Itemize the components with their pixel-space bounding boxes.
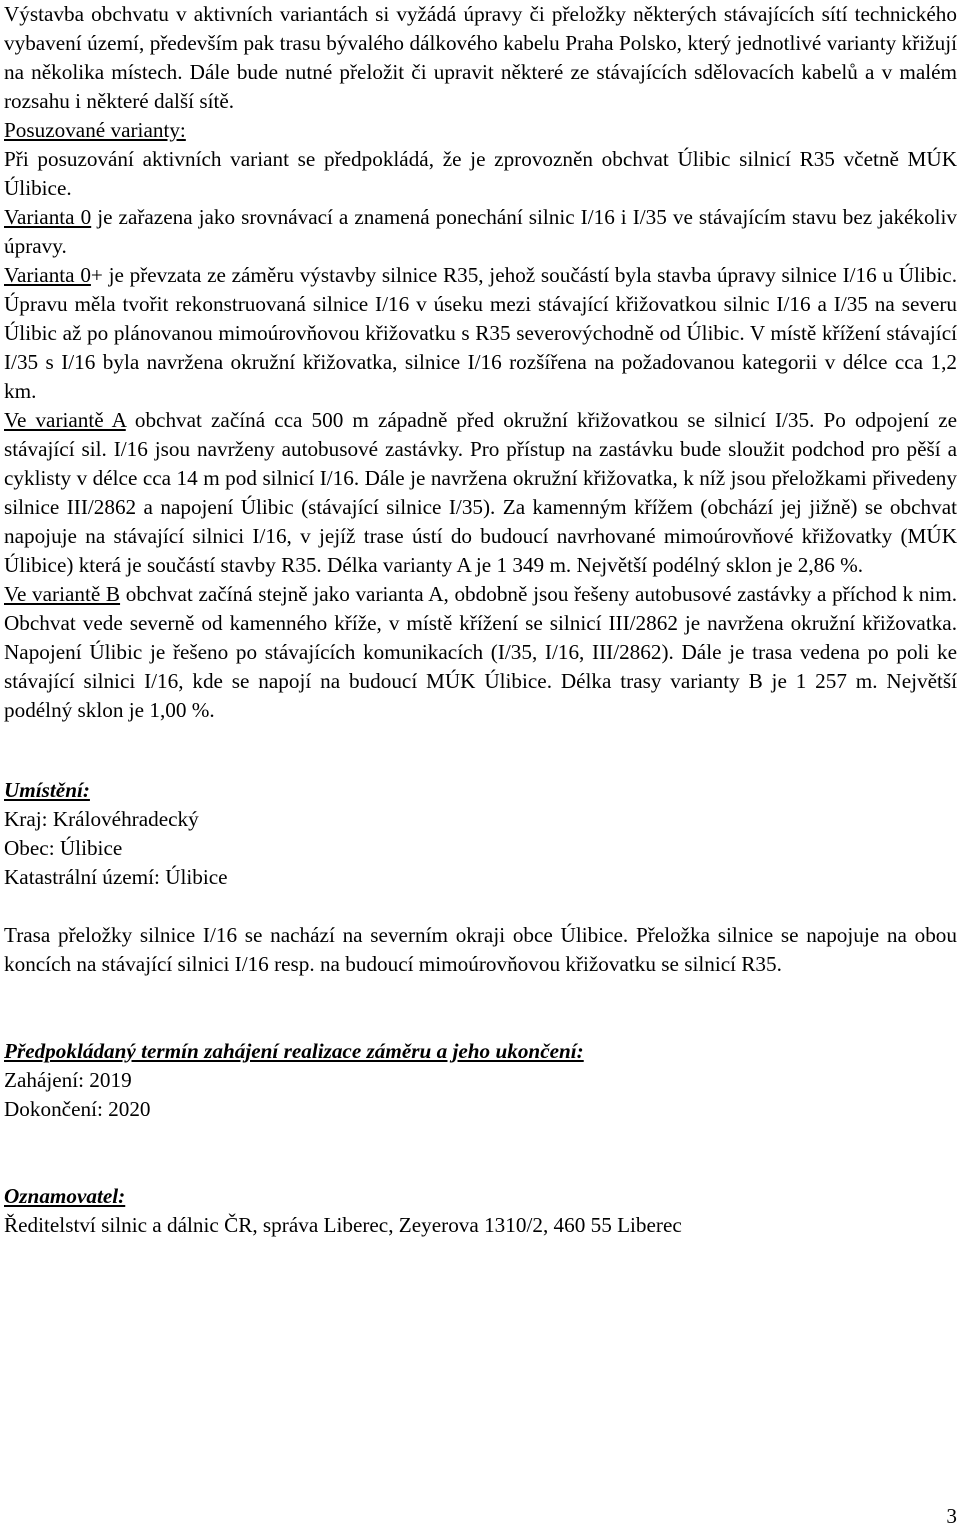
notifier-heading-text: Oznamovatel: [4,1184,126,1208]
notifier-text: Ředitelství silnic a dálnic ČR, správa Liberec, Zeyerova 1310/2, 460 55 Liberec [4,1213,682,1237]
location-heading [4,776,957,805]
location-heading-text: Umístění: [4,778,90,802]
variant-a-label: Ve variantě A [4,408,126,432]
variant-0-text: je zařazena jako srovnávací a znamená ponechání silnic I/16 i I/35 ve stávajícím stavu bez jakékoliv úpravy. [4,205,957,258]
schedule-heading [4,1037,957,1066]
spacer [4,892,957,921]
notifier-heading [4,1182,957,1211]
variant-0plus-paragraph [4,261,957,406]
location-route-paragraph: Trasa přeložky silnice I/16 se nachází na severním okraji obce Úlibice. Přeložka silnice se napojuje na obou koncích na stávající silnici I/16 resp. na budoucí mimoúrovňovou křižovatku se silnicí R35. [4,923,957,976]
variant-0-paragraph [4,203,957,261]
variant-0-label: Varianta 0 [4,205,92,229]
spacer [4,979,957,1037]
schedule-start: Zahájení: 2019 [4,1068,132,1092]
variant-b-label: Ve variantě B [4,582,121,606]
location-kraj: Kraj: Královéhradecký [4,807,199,831]
page-number: 3 [946,1504,957,1528]
variant-0plus-text: + je převzata ze záměru výstavby silnice R35, jehož součástí byla stavba úpravy silnice I/16 u Úlibic. Úpravu měla tvořit rekonstruovaná silnice I/16 v úseku mezi stávající křižovatkou silnic I/16 a I/35 na severu Úlibic až po plánovanou mimoúrovňovou křižovatku s R35 severovýchodně od Úlibic. V místě křížení stávající I/35 s I/16 byla navržena okružní křižovatka, silnice I/16 rozšířena na požadovanou kategorii v délce cca 1,2 km. [4,263,957,403]
variant-b-text: obchvat začíná stejně jako varianta A, obdobně jsou řešeny autobusové zastávky a příchod k nim. Obchvat vede severně od kamenného kříže, v místě křížení se silnicí III/2862 je navržena okružní křižovatka. Napojení Úlibic je řešeno po stávajících komunikacích (I/35, I/16, III/2862). Dále je trasa vedena po poli ke stávající silnici I/16, kde se napojí na budoucí MÚK Úlibice. Délka trasy varianty B je 1 257 m. Největší podélný sklon je 1,00 %. [4,582,957,722]
spacer [4,1124,957,1182]
spacer [4,725,957,776]
variant-b-paragraph [4,580,957,725]
location-ku: Katastrální území: Úlibice [4,865,228,889]
schedule-heading-text: Předpokládaný termín zahájení realizace záměru a jeho ukončení: [4,1039,584,1063]
variant-a-text: obchvat začíná cca 500 m západně před okružní křižovatkou se silnicí I/35. Po odpojení ze stávající sil. I/16 jsou navrženy autobusové zastávky. Pro přístup na zastávku bude sloužit podchod pro pěší a cyklisty v délce cca 14 m pod silnicí I/16. Dále je navržena okružní křižovatka, k níž jsou přeložkami přivedeny silnice III/2862 a napojení Úlibic (stávající silnice I/35). Za kamenným křížem (obchází jej jižně) se obchvat napojuje na stávající silnici I/16, v jejíž trase ústí do budoucí navrhované mimoúrovňové křižovatky (MÚK Úlibice) která je součástí stavby R35. Délka varianty A je 1 349 m. Největší podélný sklon je 2,86 %. [4,408,957,577]
variant-a-paragraph [4,406,957,580]
variant-0plus-label: Varianta 0 [4,263,91,287]
schedule-end: Dokončení: 2020 [4,1097,151,1121]
location-obec: Obec: Úlibice [4,836,123,860]
document-page [4,0,957,1240]
variants-heading-text: Posuzované varianty: [4,118,186,142]
variants-heading [4,116,957,145]
intro-paragraph: Výstavba obchvatu v aktivních variantách si vyžádá úpravy či přeložky některých stávajících sítí technického vybavení území, především pak trasu bývalého dálkového kabelu Praha Polsko, který jednotlivé varianty křižují na několika místech. Dále bude nutné přeložit či upravit některé ze stávajících sdělovacích kabelů a v malém rozsahu i některé další sítě. [4,2,957,113]
variants-intro-paragraph: Při posuzování aktivních variant se předpokládá, že je zprovozněn obchvat Úlibic silnicí R35 včetně MÚK Úlibice. [4,147,957,200]
